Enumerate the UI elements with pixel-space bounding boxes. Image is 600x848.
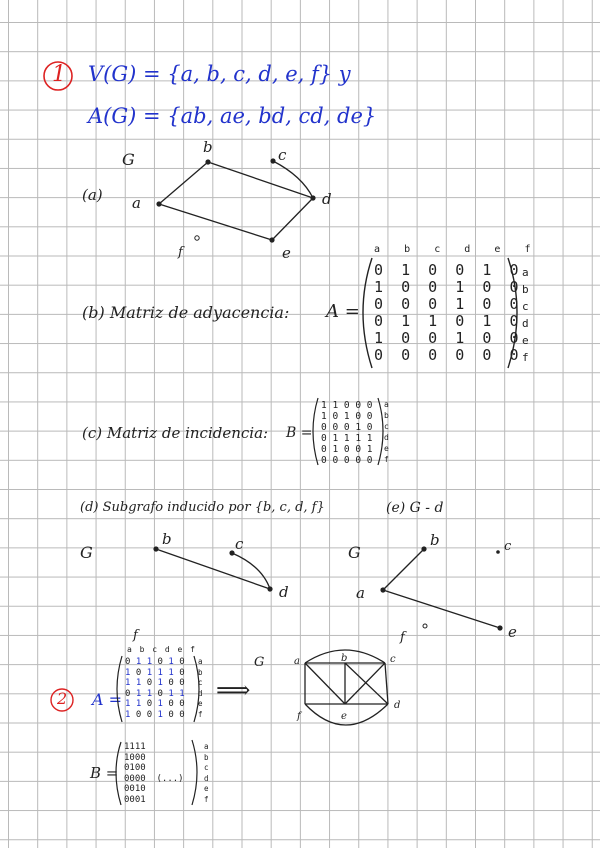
- matrix-a-row: 1 0 0 1 0 0: [374, 329, 519, 347]
- matrix-a-row-label: f: [522, 351, 529, 364]
- matrix-a2-row-label: e: [198, 699, 203, 708]
- matrix-a2-row: 1 0 1 1 1 0: [125, 667, 185, 678]
- label-f: f: [297, 711, 301, 722]
- label-d: d: [394, 700, 401, 711]
- matrix-a-row-label: a: [522, 266, 529, 279]
- matrix-b2-row: 0010: [124, 784, 146, 794]
- graph-a-name: G: [122, 150, 135, 169]
- label-c: c: [278, 146, 287, 164]
- label-e: e: [508, 623, 517, 641]
- matrix-b-row-label: d: [384, 433, 389, 442]
- graph-e-name: G: [348, 543, 361, 562]
- matrix-a2-row-label: f: [198, 709, 203, 719]
- implies-arrow: ⟹: [216, 676, 251, 704]
- problem-2-number: 2: [57, 689, 68, 708]
- matrix-b-row-label: c: [384, 422, 389, 431]
- label-a: a: [294, 656, 300, 667]
- edge-set: A(G) = {ab, ae, bd, cd, de}: [88, 104, 377, 128]
- matrix-b2-body: [124, 742, 184, 805]
- part-c-label: (c) Matriz de incidencia:: [82, 424, 269, 442]
- matrix-b-row: 0 1 1 1 1: [321, 433, 373, 444]
- matrix-a-row: 0 1 0 0 1 0: [374, 261, 519, 279]
- label-e: e: [282, 244, 291, 262]
- matrix-a2-row-label: a: [198, 657, 203, 666]
- matrix-a2-row: 0 1 1 0 1 1: [125, 688, 185, 699]
- problem-1-number: 1: [52, 62, 66, 87]
- matrix-b-row-label: f: [384, 455, 389, 464]
- matrix-a-row: 0 1 1 0 1 0: [374, 312, 519, 330]
- label-d: d: [322, 190, 332, 208]
- matrix-a-row-label: e: [522, 334, 529, 347]
- matrix-b-row-label: e: [384, 444, 389, 453]
- matrix-b-row: 1 0 1 0 0: [321, 411, 373, 422]
- part-d-label: (d) Subgrafo inducido por {b, c, d, f}: [80, 500, 325, 515]
- matrix-a-row-label: c: [522, 300, 529, 313]
- matrix-b2-row: 1000: [124, 752, 146, 763]
- matrix-a2-name: A =: [92, 690, 123, 709]
- matrix-b-row-label: b: [384, 411, 389, 420]
- matrix-a2-row: 1 1 0 1 0 0: [125, 699, 185, 709]
- matrix-b2-label: d: [204, 773, 209, 783]
- matrix-a-row: 1 0 0 1 0 0: [374, 278, 519, 296]
- matrix-a2-col-headers: a b c d e f: [127, 645, 197, 654]
- label-a: a: [132, 194, 141, 212]
- label-b: b: [162, 530, 172, 548]
- matrix-b-row: 0 0 0 0 0: [321, 455, 373, 466]
- part-e-label: (e) G - d: [386, 500, 444, 516]
- matrix-b-name: B =: [286, 425, 313, 441]
- label-c: c: [235, 535, 244, 553]
- matrix-a2-row-label: b: [198, 667, 203, 677]
- label-b: b: [430, 531, 440, 549]
- label-e: e: [341, 711, 347, 722]
- label-f: f: [400, 630, 405, 645]
- matrix-b2-label: c: [204, 763, 209, 772]
- label-b: b: [341, 653, 348, 664]
- matrix-a-row-label: d: [522, 317, 529, 330]
- matrix-a2-row-label: d: [198, 688, 203, 698]
- label-c: c: [390, 654, 396, 665]
- label-d: d: [279, 583, 289, 601]
- matrix-a2-row-label: c: [198, 678, 203, 687]
- matrix-b-row-label: a: [384, 400, 389, 409]
- part-a-label: (a): [82, 186, 103, 204]
- label-a: a: [356, 584, 365, 602]
- matrix-b2-name: B =: [90, 764, 119, 782]
- matrix-b-row: 1 1 0 0 0: [321, 400, 373, 411]
- matrix-b-row: 0 0 0 1 0: [321, 422, 373, 433]
- matrix-b2-label: a: [204, 742, 209, 751]
- graph-d-name: G: [80, 543, 93, 562]
- matrix-a-row: 0 0 0 0 0 0: [374, 346, 519, 364]
- matrix-a2-row: 1 0 0 1 0 0: [125, 709, 185, 720]
- matrix-b2-row: 0000 (...): [124, 773, 184, 784]
- matrix-b2-row: 0001: [124, 794, 146, 805]
- matrix-a-row-label: b: [522, 283, 529, 296]
- label-f: f: [178, 245, 183, 260]
- matrix-a-name: A =: [326, 301, 360, 322]
- matrix-b2-label: b: [204, 752, 209, 762]
- matrix-b2-label: e: [204, 784, 209, 793]
- matrix-b2-label: f: [204, 794, 209, 804]
- part-b-label: (b) Matriz de adyacencia:: [82, 303, 290, 322]
- label-b: b: [203, 138, 213, 156]
- matrix-b2-row: 1111: [124, 742, 146, 752]
- vertex-set: V(G) = {a, b, c, d, e, f} y: [88, 62, 351, 86]
- label-f: f: [133, 628, 138, 643]
- matrix-a-row: 0 0 0 1 0 0: [374, 295, 519, 313]
- matrix-b2-labels: [204, 742, 209, 805]
- matrix-a2-row: 0 1 1 0 1 0: [125, 657, 185, 667]
- graph-2-name: G: [254, 655, 265, 670]
- matrix-b-row: 0 1 0 0 1: [321, 444, 373, 455]
- matrix-a2-row: 1 1 0 1 0 0: [125, 678, 185, 688]
- matrix-b2-row: 0100: [124, 763, 146, 773]
- label-c: c: [504, 539, 512, 554]
- matrix-a-col-header-row: a b c d e f: [374, 244, 531, 255]
